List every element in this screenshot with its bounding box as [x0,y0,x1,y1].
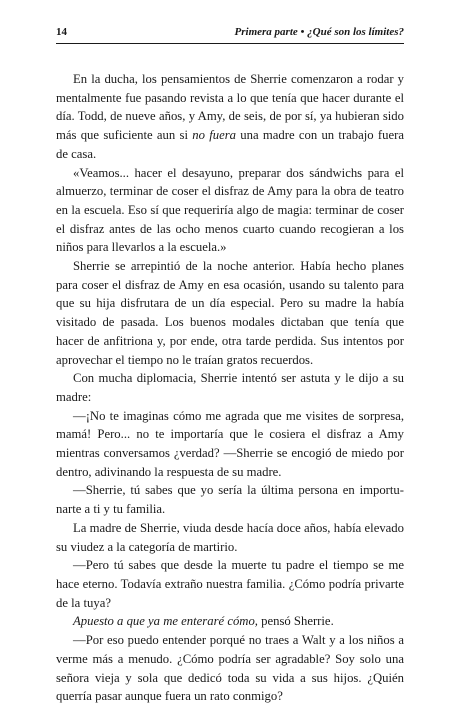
paragraph-1: En la ducha, los pensamientos de Sherrie comenzaron a rodar y mentalmente fue pasando revista a lo que tenía que hacer durante el día. Todd, de nueve años, y Amy, de seis, de por sí, ya hubieran sido más que suficiente aun si no fuera una madre con un trabajo fuera de casa. [56,72,404,161]
body-text [56,70,404,706]
paragraph-8: —Pero tú sabes que desde la muerte tu padre el tiempo se me hace eterno. Todavía extraño nuestra familia. ¿Cómo podría privarte de la tuya? [56,558,404,610]
paragraph-4: Con mucha diplomacia, Sherrie intentó ser astuta y le dijo a su madre: [56,371,404,404]
running-title: Primera parte • ¿Qué son los límites? [234,26,404,38]
running-head [56,25,404,41]
paragraph-10: —Por eso puedo entender porqué no traes a Walt y a los niños a verme más a menudo. ¿Cómo podría ser agradable? Soy solo una señora vieja y sola que dedicó toda su vida a sus hijos. ¿Quién querría pasar aunque fuera un rato conmigo? [56,633,404,704]
page-number: 14 [56,26,67,38]
paragraph-6: —Sherrie, tú sabes que yo sería la última persona en importunarte a ti y tu familia. [56,483,404,517]
paragraph-3: Sherrie se arrepintió de la noche anterior. Había hecho planes para coser el disfraz de Amy en esa ocasión, usando su talento para que su hija disfrutara de un día especial. Pero su madre la había visitado de pasada. Los buenos modales dictaban que tenía que hacer de anfitriona y, por ende, otra tarde perdida. Sus intentos por aprovechar el tiempo no le traían gratos recuerdos. [56,259,404,367]
paragraph-7: La madre de Sherrie, viuda desde hacía doce años, había elevado su viudez a la categoría de martirio. [56,520,404,554]
paragraph-2: «Veamos... hacer el desayuno, preparar dos sándwichs para el almuerzo, terminar de coser el disfraz de Amy para la obra de teatro en la escuela. Eso sí que requeriría algo de magia: terminar de coser el disfraz antes de las ocho menos cuarto cuando recogieran a los niños para llevarlos a la escuela.» [56,165,404,255]
header-rule [56,43,404,44]
paragraph-9: Apuesto a que ya me enteraré cómo, pensó Sherrie. [73,614,334,629]
paragraph-5: —¡No te imaginas cómo me agrada que me visites de sorpresa, mamá! Pero... no te importaría que le cosiera el disfraz a Amy mientras conversamos ¿verdad? —Sherrie se encogió de miedo por dentro, adivinando la respuesta de su madre. [56,408,404,479]
